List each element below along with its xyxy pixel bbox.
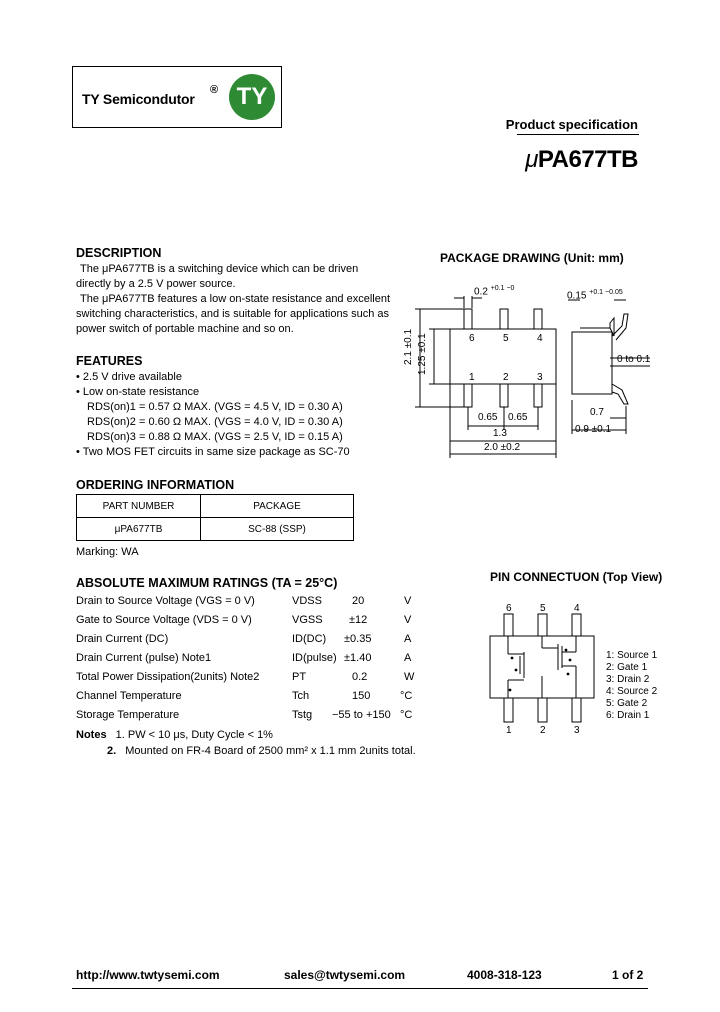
footer-divider: [72, 988, 648, 989]
rating-param: Drain Current (DC): [76, 633, 169, 645]
rating-symbol: VDSS: [292, 595, 322, 607]
table-row: [76, 709, 421, 728]
rating-unit: A: [404, 652, 412, 664]
pin-lead: [504, 614, 513, 636]
ratings-heading: ABSOLUTE MAXIMUM RATINGS (TA = 25°C): [76, 576, 338, 590]
rating-value: −55 to +150: [332, 709, 391, 721]
dim-total-height: 0.9 ±0.1: [575, 424, 612, 435]
package-lead: [534, 309, 542, 329]
pin-label: 3: [574, 725, 580, 736]
company-name: TY Semicondutor: [82, 91, 195, 107]
package-drawing: [410, 278, 650, 468]
dim-tolerance: +0.1 −0: [490, 285, 515, 292]
pin-connection-diagram: [480, 600, 600, 740]
pin-label: 3: [537, 372, 543, 383]
package-lead: [464, 384, 472, 407]
rating-unit: °C: [400, 709, 413, 721]
column-header: PACKAGE: [201, 495, 354, 518]
pin-legend-item: 5: Gate 2: [606, 698, 648, 709]
dim-body-height: 0.7: [590, 407, 604, 418]
divider: [517, 134, 639, 135]
rating-value: 20: [352, 595, 365, 607]
table-cell: μPA677TB: [77, 518, 201, 541]
note-2: Mounted on FR-4 Board of 2500 mm² x 1.1 mm 2units total.: [125, 745, 416, 757]
rating-value: ±1.40: [344, 652, 372, 664]
pin-legend-item: 6: Drain 1: [606, 710, 650, 721]
part-prefix: μ: [525, 146, 538, 173]
dim-pitch-1: 0.65: [478, 412, 498, 423]
package-drawing-heading: PACKAGE DRAWING (Unit: mm): [440, 251, 624, 265]
footer-url[interactable]: http://www.twtysemi.com: [76, 968, 220, 982]
pin-legend-item: 4: Source 2: [606, 686, 658, 697]
rating-symbol: Tch: [292, 690, 310, 702]
dim-span: 1.3: [493, 428, 507, 439]
table-header-row: [77, 495, 354, 518]
rating-unit: V: [404, 595, 412, 607]
feature-item: RDS(on)1 = 0.57 Ω MAX. (VGS = 4.5 V, ID = 0.30 A): [87, 401, 343, 413]
note-2-row: [107, 744, 416, 759]
notes: [76, 728, 273, 743]
package-lead: [500, 309, 508, 329]
registered-mark: ®: [210, 84, 219, 96]
pin-lead: [572, 614, 581, 636]
ordering-table-wrap: [76, 494, 354, 541]
page-number: 1 of 2: [612, 968, 644, 982]
rating-symbol: VGSS: [292, 614, 323, 626]
side-view-body: [572, 332, 612, 394]
description-text: [76, 262, 406, 337]
rating-param: Drain Current (pulse) Note1: [76, 652, 212, 664]
pin-legend-item: 3: Drain 2: [606, 674, 650, 685]
package-lead: [500, 384, 508, 407]
pin-label: 6: [469, 333, 475, 344]
rating-param: Gate to Source Voltage (VDS = 0 V): [76, 614, 252, 626]
note-1: 1. PW < 10 μs, Duty Cycle < 1%: [115, 729, 273, 741]
package-lead: [464, 309, 472, 329]
table-row: [76, 671, 421, 690]
rating-value: ±12: [349, 614, 368, 626]
dim-tolerance: +0.1 −0.05: [589, 289, 623, 296]
description-line: The μPA677TB is a switching device which can be driven: [80, 263, 359, 275]
footer-phone: 4008-318-123: [467, 968, 542, 982]
pin-label: 1: [506, 725, 512, 736]
description-line: switching characteristics, and is suitable for applications such as: [76, 308, 390, 320]
pin-label: 4: [537, 333, 543, 344]
feature-item: • Low on-state resistance: [76, 386, 200, 398]
note-2-number: 2.: [107, 745, 117, 757]
dim-value: 0.2: [474, 286, 488, 298]
company-logo: TY: [229, 74, 275, 120]
dim-pitch-2: 0.65: [508, 412, 528, 423]
feature-item: • Two MOS FET circuits in same size package as SC-70: [76, 446, 350, 458]
marking-text: Marking: WA: [76, 546, 139, 558]
rating-symbol: Tstg: [292, 709, 313, 721]
pin-lead: [538, 614, 547, 636]
pin-label: 6: [506, 603, 512, 614]
description-line: The μPA677TB features a low on-state resistance and excellent: [80, 293, 391, 305]
rating-value: ±0.35: [344, 633, 372, 645]
rating-symbol: ID(pulse): [292, 652, 337, 664]
description-line: directly by a 2.5 V power source.: [76, 278, 236, 290]
pin-label: 2: [540, 725, 546, 736]
dim-lead-thickness: [567, 289, 623, 301]
feature-item: RDS(on)3 = 0.88 Ω MAX. (VGS = 2.5 V, ID = 0.15 A): [87, 431, 343, 443]
rating-param: Channel Temperature: [76, 690, 182, 702]
pin-connection-heading: PIN CONNECTUON (Top View): [490, 570, 663, 584]
table-cell: SC-88 (SSP): [201, 518, 354, 541]
column-header: PART NUMBER: [77, 495, 201, 518]
features-list: [76, 370, 406, 460]
rating-param: Storage Temperature: [76, 709, 180, 721]
page-title: [525, 146, 638, 174]
pin-lead: [504, 698, 513, 722]
rating-symbol: PT: [292, 671, 307, 683]
rating-value: 150: [352, 690, 371, 702]
pin-legend-item: 2: Gate 1: [606, 662, 648, 673]
dim-lead-width: [474, 285, 514, 297]
table-row: [76, 614, 421, 633]
table-row: [77, 518, 354, 541]
pin-label: 5: [503, 333, 509, 344]
rating-unit: W: [404, 671, 415, 683]
feature-item: RDS(on)2 = 0.60 Ω MAX. (VGS = 4.0 V, ID = 0.30 A): [87, 416, 343, 428]
pin-lead: [572, 698, 581, 722]
pin-legend-item: 1: Source 1: [606, 650, 658, 661]
product-specification-label: Product specification: [505, 117, 638, 132]
table-row: [76, 595, 421, 614]
side-view-lead: [612, 384, 628, 404]
dim-height-body: 1.25 ±0.1: [417, 333, 428, 375]
pin-label: 1: [469, 372, 475, 383]
description-heading: DESCRIPTION: [76, 246, 162, 260]
rating-param: Total Power Dissipation(2units) Note2: [76, 671, 260, 683]
rating-symbol: ID(DC): [292, 633, 327, 645]
features-heading: FEATURES: [76, 354, 143, 368]
table-row: [76, 633, 421, 652]
rating-unit: A: [404, 633, 412, 645]
rating-unit: V: [404, 614, 412, 626]
feature-item: • 2.5 V drive available: [76, 371, 182, 383]
dim-standoff: 0 to 0.1: [617, 354, 651, 365]
dim-length: 2.0 ±0.2: [484, 442, 521, 453]
rating-value: 0.2: [352, 671, 368, 683]
pin-label: 4: [574, 603, 580, 614]
ordering-heading: ORDERING INFORMATION: [76, 478, 235, 492]
rating-param: Drain to Source Voltage (VGS = 0 V): [76, 595, 255, 607]
pin-label: 5: [540, 603, 546, 614]
part-name: PA677TB: [537, 146, 638, 173]
dim-value: 0.15: [567, 290, 587, 302]
pin-legend: [606, 650, 657, 722]
description-line: power switch of portable machine and so on.: [76, 323, 294, 335]
ordering-table: [76, 494, 354, 541]
dim-height-total: 2.1 ±0.1: [403, 328, 414, 365]
notes-label: Notes: [76, 729, 107, 741]
pin-label: 2: [503, 372, 509, 383]
side-view-lead: [580, 318, 614, 336]
rating-unit: °C: [400, 690, 413, 702]
footer-email[interactable]: sales@twtysemi.com: [284, 968, 406, 982]
table-row: [76, 652, 421, 671]
package-lead: [534, 384, 542, 407]
table-row: [76, 690, 421, 709]
pin-lead: [538, 698, 547, 722]
